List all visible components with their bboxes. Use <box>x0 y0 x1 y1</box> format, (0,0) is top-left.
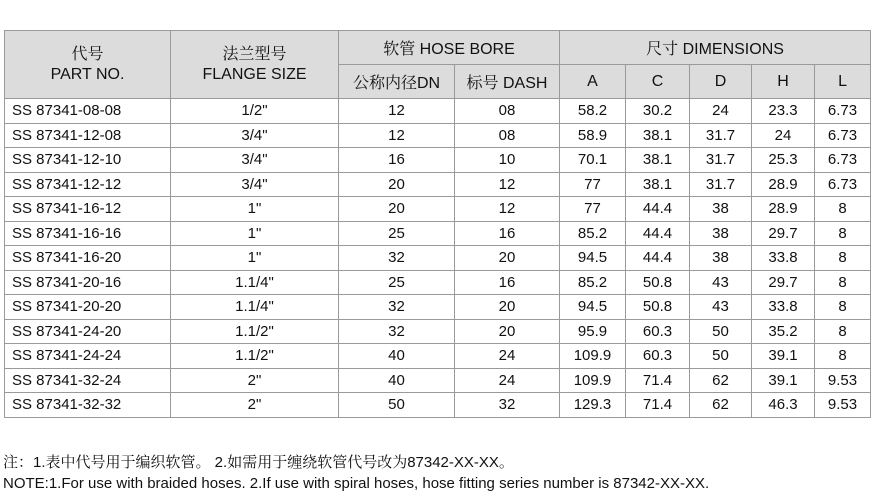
note-cn: 注：1.表中代号用于编织软管。 2.如需用于缠绕软管代号改为87342-XX-XX。 <box>3 454 514 471</box>
flange-size-en: FLANGE SIZE <box>202 65 307 83</box>
cell-part: SS 87341-16-16 <box>5 221 171 246</box>
cell-d: 31.7 <box>690 172 752 197</box>
table-body <box>5 99 871 418</box>
col-part-no <box>5 31 171 99</box>
cell-c: 38.1 <box>626 123 690 148</box>
cell-a: 58.2 <box>560 99 626 124</box>
cell-part: SS 87341-24-24 <box>5 344 171 369</box>
cell-l: 8 <box>815 246 871 271</box>
cell-h: 35.2 <box>752 319 815 344</box>
cell-dn: 25 <box>339 221 455 246</box>
col-flange-size <box>171 31 339 99</box>
cell-c: 38.1 <box>626 172 690 197</box>
cell-h: 46.3 <box>752 393 815 418</box>
cell-dn: 12 <box>339 123 455 148</box>
table-row <box>5 295 871 320</box>
cell-a: 94.5 <box>560 295 626 320</box>
cell-l: 6.73 <box>815 123 871 148</box>
cell-a: 109.9 <box>560 344 626 369</box>
cell-c: 50.8 <box>626 270 690 295</box>
cell-flange: 1" <box>171 197 339 222</box>
cell-c: 38.1 <box>626 148 690 173</box>
cell-l: 9.53 <box>815 393 871 418</box>
table-row <box>5 393 871 418</box>
table-row <box>5 172 871 197</box>
table-row <box>5 270 871 295</box>
cell-h: 33.8 <box>752 246 815 271</box>
part-no-en: PART NO. <box>50 65 125 83</box>
cell-d: 24 <box>690 99 752 124</box>
cell-d: 50 <box>690 344 752 369</box>
cell-h: 25.3 <box>752 148 815 173</box>
cell-dash: 32 <box>455 393 560 418</box>
part-no-cn: 代号 <box>71 45 104 63</box>
cell-d: 62 <box>690 368 752 393</box>
cell-d: 31.7 <box>690 148 752 173</box>
cell-h: 33.8 <box>752 295 815 320</box>
cell-dash: 24 <box>455 344 560 369</box>
cell-d: 38 <box>690 197 752 222</box>
cell-dn: 40 <box>339 368 455 393</box>
cell-dash: 08 <box>455 123 560 148</box>
cell-dn: 32 <box>339 246 455 271</box>
cell-dn: 50 <box>339 393 455 418</box>
cell-part: SS 87341-12-10 <box>5 148 171 173</box>
cell-a: 77 <box>560 172 626 197</box>
cell-l: 6.73 <box>815 148 871 173</box>
cell-l: 8 <box>815 270 871 295</box>
cell-dash: 12 <box>455 197 560 222</box>
cell-flange: 3/4" <box>171 172 339 197</box>
cell-part: SS 87341-24-20 <box>5 319 171 344</box>
spec-table <box>4 30 871 418</box>
cell-part: SS 87341-20-20 <box>5 295 171 320</box>
cell-part: SS 87341-32-32 <box>5 393 171 418</box>
table-row <box>5 344 871 369</box>
cell-dn: 12 <box>339 99 455 124</box>
cell-c: 60.3 <box>626 344 690 369</box>
cell-h: 29.7 <box>752 221 815 246</box>
cell-h: 24 <box>752 123 815 148</box>
cell-a: 58.9 <box>560 123 626 148</box>
cell-flange: 1.1/2" <box>171 344 339 369</box>
cell-c: 60.3 <box>626 319 690 344</box>
table-row <box>5 368 871 393</box>
cell-dash: 20 <box>455 295 560 320</box>
cell-dash: 20 <box>455 319 560 344</box>
cell-d: 31.7 <box>690 123 752 148</box>
cell-c: 71.4 <box>626 393 690 418</box>
cell-c: 50.8 <box>626 295 690 320</box>
col-d: D <box>690 65 752 99</box>
cell-c: 71.4 <box>626 368 690 393</box>
cell-d: 62 <box>690 393 752 418</box>
cell-part: SS 87341-20-16 <box>5 270 171 295</box>
cell-dash: 08 <box>455 99 560 124</box>
cell-part: SS 87341-12-08 <box>5 123 171 148</box>
cell-flange: 2" <box>171 368 339 393</box>
col-dash: 标号 DASH <box>455 65 560 99</box>
cell-flange: 1.1/4" <box>171 295 339 320</box>
col-l: L <box>815 65 871 99</box>
cell-dash: 10 <box>455 148 560 173</box>
cell-c: 44.4 <box>626 246 690 271</box>
cell-dn: 32 <box>339 319 455 344</box>
cell-a: 77 <box>560 197 626 222</box>
cell-l: 8 <box>815 295 871 320</box>
cell-d: 38 <box>690 246 752 271</box>
cell-l: 9.53 <box>815 368 871 393</box>
cell-d: 38 <box>690 221 752 246</box>
cell-dn: 32 <box>339 295 455 320</box>
cell-dash: 24 <box>455 368 560 393</box>
cell-l: 6.73 <box>815 172 871 197</box>
table-row <box>5 221 871 246</box>
cell-a: 109.9 <box>560 368 626 393</box>
cell-a: 70.1 <box>560 148 626 173</box>
col-h: H <box>752 65 815 99</box>
cell-flange: 3/4" <box>171 148 339 173</box>
cell-part: SS 87341-16-12 <box>5 197 171 222</box>
cell-flange: 1/2" <box>171 99 339 124</box>
cell-flange: 3/4" <box>171 123 339 148</box>
cell-dn: 40 <box>339 344 455 369</box>
cell-h: 28.9 <box>752 197 815 222</box>
cell-dash: 12 <box>455 172 560 197</box>
cell-a: 94.5 <box>560 246 626 271</box>
cell-d: 50 <box>690 319 752 344</box>
cell-a: 85.2 <box>560 270 626 295</box>
cell-part: SS 87341-16-20 <box>5 246 171 271</box>
cell-l: 8 <box>815 221 871 246</box>
table-row <box>5 319 871 344</box>
table-row <box>5 246 871 271</box>
col-dn: 公称内径DN <box>339 65 455 99</box>
cell-dash: 16 <box>455 270 560 295</box>
cell-a: 95.9 <box>560 319 626 344</box>
cell-dn: 25 <box>339 270 455 295</box>
cell-d: 43 <box>690 295 752 320</box>
cell-c: 30.2 <box>626 99 690 124</box>
cell-dash: 20 <box>455 246 560 271</box>
col-c: C <box>626 65 690 99</box>
col-hose-bore: 软管 HOSE BORE <box>339 31 560 65</box>
cell-flange: 1" <box>171 221 339 246</box>
cell-c: 44.4 <box>626 221 690 246</box>
table-row <box>5 148 871 173</box>
cell-flange: 1.1/4" <box>171 270 339 295</box>
cell-part: SS 87341-32-24 <box>5 368 171 393</box>
cell-dn: 20 <box>339 197 455 222</box>
table-row <box>5 99 871 124</box>
cell-d: 43 <box>690 270 752 295</box>
cell-h: 39.1 <box>752 344 815 369</box>
cell-c: 44.4 <box>626 197 690 222</box>
cell-flange: 2" <box>171 393 339 418</box>
cell-h: 23.3 <box>752 99 815 124</box>
col-a: A <box>560 65 626 99</box>
cell-l: 6.73 <box>815 99 871 124</box>
cell-a: 85.2 <box>560 221 626 246</box>
cell-dn: 20 <box>339 172 455 197</box>
cell-a: 129.3 <box>560 393 626 418</box>
table-row <box>5 197 871 222</box>
cell-h: 29.7 <box>752 270 815 295</box>
cell-flange: 1" <box>171 246 339 271</box>
flange-size-cn: 法兰型号 <box>222 45 287 63</box>
cell-l: 8 <box>815 344 871 369</box>
note-en: NOTE:1.For use with braided hoses. 2.If use with spiral hoses, hose fitting series number is 87342-XX-XX. <box>3 475 710 492</box>
table-row <box>5 123 871 148</box>
cell-l: 8 <box>815 319 871 344</box>
cell-dn: 16 <box>339 148 455 173</box>
header-row-1 <box>5 31 871 65</box>
cell-h: 28.9 <box>752 172 815 197</box>
cell-h: 39.1 <box>752 368 815 393</box>
cell-dash: 16 <box>455 221 560 246</box>
cell-part: SS 87341-08-08 <box>5 99 171 124</box>
col-dimensions: 尺寸 DIMENSIONS <box>560 31 871 65</box>
cell-flange: 1.1/2" <box>171 319 339 344</box>
cell-l: 8 <box>815 197 871 222</box>
cell-part: SS 87341-12-12 <box>5 172 171 197</box>
